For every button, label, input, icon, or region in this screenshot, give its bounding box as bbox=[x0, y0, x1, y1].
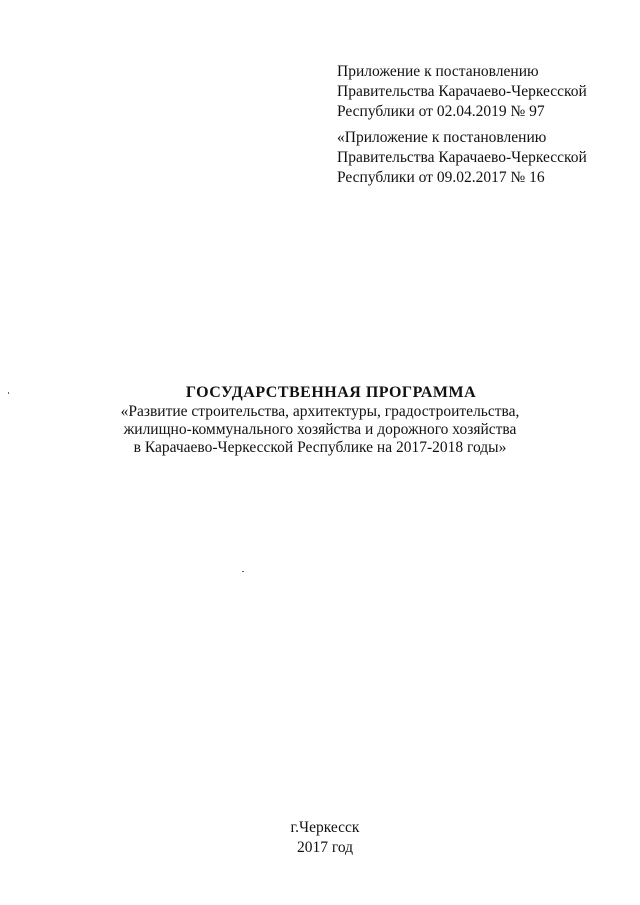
footer-city: г.Черкесск bbox=[290, 819, 360, 836]
appendix-current-line-2: Правительства Карачаево-Черкесской bbox=[337, 83, 587, 100]
program-heading: ГОСУДАРСТВЕННАЯ ПРОГРАММА bbox=[185, 384, 477, 401]
appendix-current-line-3: Республики от 02.04.2019 № 97 bbox=[337, 103, 545, 120]
program-subtitle-line-2: жилищно-коммунального хозяйства и дорожного хозяйства bbox=[123, 421, 517, 438]
appendix-previous-line-2: Правительства Карачаево-Черкесской bbox=[337, 149, 587, 166]
scan-speck bbox=[8, 392, 9, 394]
program-title-block bbox=[0, 383, 640, 457]
appendix-previous-line-1: «Приложение к постановлению bbox=[337, 129, 547, 146]
appendix-previous-line-3: Республики от 09.02.2017 № 16 bbox=[337, 169, 545, 186]
footer-year: 2017 год bbox=[296, 839, 354, 856]
appendix-current-line-1: Приложение к постановлению bbox=[337, 63, 539, 80]
program-subtitle-line-3: в Карачаево-Черкесской Республике на 2017-2018 годы» bbox=[133, 439, 507, 456]
program-subtitle-line-1: «Развитие строительства, архитектуры, градостроительства, bbox=[120, 403, 520, 420]
document-footer bbox=[0, 818, 640, 858]
scan-speck bbox=[242, 571, 244, 572]
appendix-note-previous bbox=[337, 128, 627, 188]
appendix-note-current bbox=[337, 62, 627, 122]
